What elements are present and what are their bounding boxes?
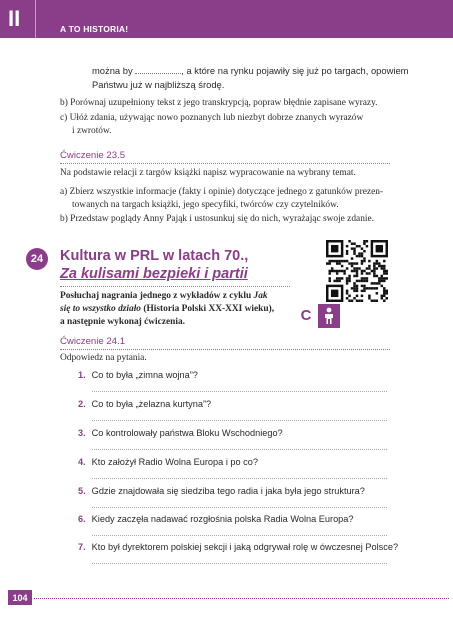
- continuation-line-2: Państwu już w najbliższą środę.: [92, 79, 225, 90]
- unit-title-1: Kultura w PRL w latach 70.,: [60, 248, 249, 264]
- answer-line-1[interactable]: [92, 391, 387, 392]
- question-2: [78, 399, 211, 409]
- unit-intro-1: [60, 290, 268, 304]
- person-icon: [318, 304, 340, 328]
- continuation-line-1: [92, 64, 408, 78]
- exercise-23-5-a-cont: towanych na targach książki, jego specyfiki, twórców czy czytelników.: [72, 200, 339, 210]
- unit-title-2: Za kulisami bezpieki i partii: [60, 266, 248, 282]
- answer-line-2[interactable]: [92, 420, 387, 421]
- question-5: [78, 486, 365, 496]
- footer-divider: [34, 598, 449, 599]
- exercise-divider: [60, 163, 390, 164]
- question-text: Co to była „żelazna kurtyna”?: [91, 399, 212, 409]
- line1-after: , a które na rynku pojawiły się już po targach, opowiem: [181, 65, 409, 76]
- question-text: Kiedy zaczęła nadawać rozgłośnia polska Radia Wolna Europa?: [91, 514, 354, 524]
- section-title: A TO HISTORIA!: [60, 24, 129, 34]
- question-text: Kto był dyrektorem polskiej sekcji i jaką odgrywał rolę w ówczesnej Polsce?: [91, 542, 399, 552]
- exercise-24-1-intro: Odpowiedz na pytania.: [60, 353, 147, 363]
- question-number: 2.: [78, 399, 86, 409]
- line1-before: można by: [92, 65, 133, 76]
- question-text: Co to była „zimna wojna”?: [91, 370, 198, 380]
- question-text: Kto założył Radio Wolna Europa i po co?: [91, 457, 258, 467]
- exercise-23-5-b: b) Przedstaw poglądy Anny Pająk i ustosunkuj się do nich, wyrażając swoje zdanie.: [60, 214, 374, 224]
- task-c-cont: i zwrotów.: [72, 126, 112, 136]
- page-header: [0, 0, 453, 38]
- question-1: [78, 370, 198, 380]
- exercise-divider-2: [60, 349, 390, 350]
- answer-line-5[interactable]: [92, 507, 387, 508]
- answer-line-3[interactable]: [92, 449, 387, 450]
- task-c: c) Ułóż zdania, używając nowo poznanych lub niezbyt dobrze znanych wyrazów: [60, 113, 364, 123]
- question-number: 4.: [78, 457, 86, 467]
- unit-intro-3: a następnie wykonaj ćwiczenia.: [60, 317, 185, 327]
- answer-line-7[interactable]: [92, 563, 387, 564]
- unit-intro-2: [60, 303, 274, 317]
- task-b: b) Porównaj uzupełniony tekst z jego transkrypcją, popraw błędnie zapisane wyrazy.: [60, 98, 378, 108]
- qr-code-icon[interactable]: [314, 240, 400, 302]
- question-text: Co kontrolowały państwa Bloku Wschodniego?: [91, 428, 283, 438]
- question-7: [78, 542, 398, 552]
- intro1-text: Posłuchaj nagrania jednego z wykładów z cyklu: [60, 291, 252, 301]
- question-number: 3.: [78, 428, 86, 438]
- question-number: 5.: [78, 486, 86, 496]
- unit-number-badge: 24: [26, 248, 48, 270]
- answer-line-6[interactable]: [92, 535, 387, 536]
- header-divider: [35, 0, 36, 38]
- blank-gap: [135, 65, 181, 74]
- exercise-24-1-title: Ćwiczenie 24.1: [60, 336, 126, 347]
- unit-title-divider: [60, 286, 290, 287]
- answer-line-4[interactable]: [92, 478, 387, 479]
- page-number: 104: [8, 590, 32, 605]
- question-3: [78, 428, 283, 438]
- intro1-italic: Jak: [253, 291, 268, 301]
- intro2-text: (Historia Polski XX-XXI wieku),: [143, 304, 275, 314]
- part-number: II: [8, 6, 21, 31]
- intro2-italic: się to wszystko działo: [60, 304, 141, 314]
- exercise-23-5-a: a) Zbierz wszystkie informacje (fakty i opinie) dotyczące jednego z gatunków prezen-: [60, 187, 384, 197]
- exercise-23-5-title: Ćwiczenie 23.5: [60, 150, 126, 161]
- question-number: 1.: [78, 370, 86, 380]
- question-4: [78, 457, 258, 467]
- question-text: Gdzie znajdowała się siedziba tego radia i jaka była jego struktura?: [91, 486, 365, 496]
- level-label: C: [300, 307, 312, 324]
- exercise-23-5-intro: Na podstawie relacji z targów książki napisz wypracowanie na wybrany temat.: [60, 168, 356, 178]
- question-number: 6.: [78, 514, 86, 524]
- question-6: [78, 514, 354, 524]
- question-number: 7.: [78, 542, 86, 552]
